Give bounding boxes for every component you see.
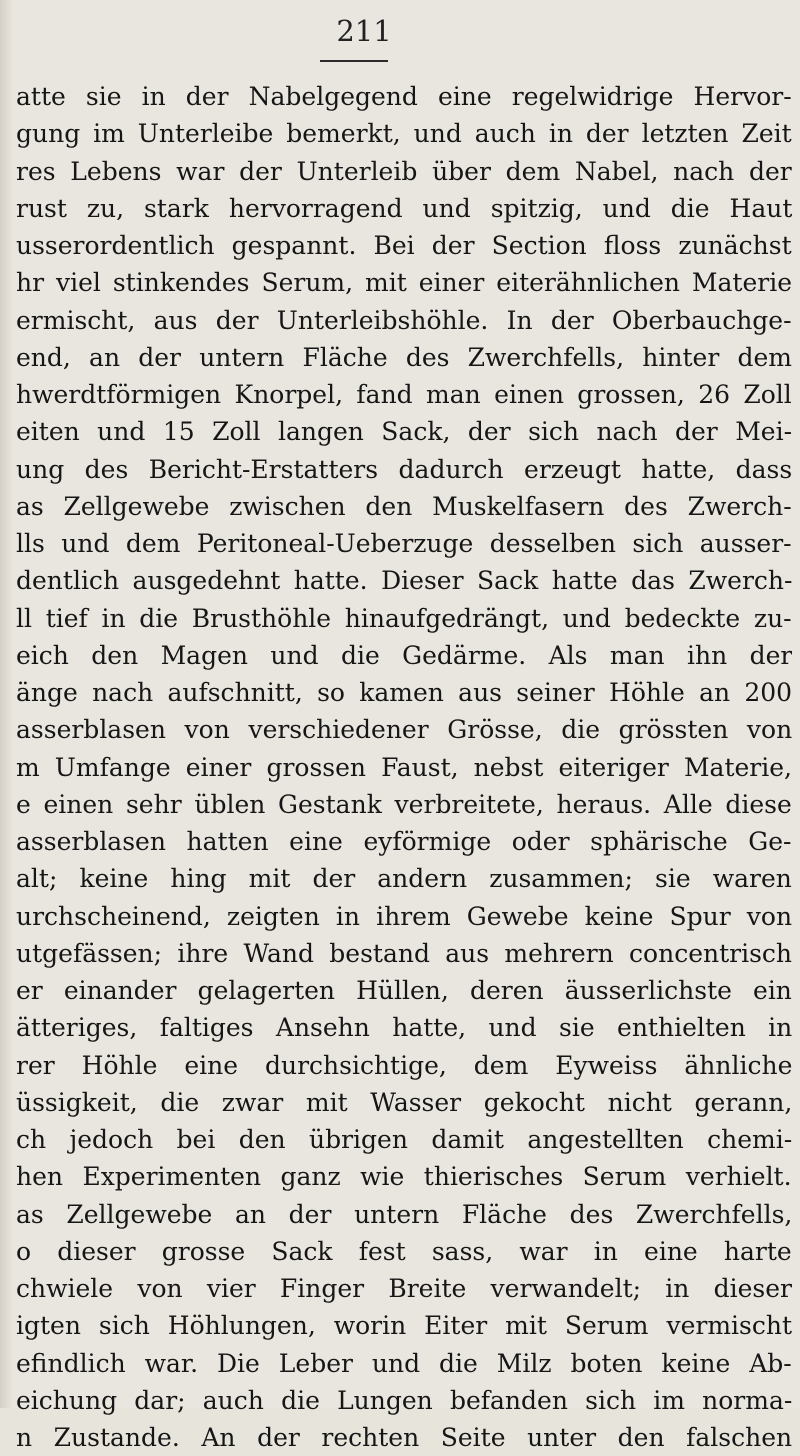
text-line: end, an der untern Fläche des Zwerchfells, hinter dem <box>16 342 792 372</box>
text-line: chwiele von vier Finger Breite verwandelt; in dieser <box>16 1274 792 1303</box>
text-line: lls und dem Peritoneal-Ueberzuge desselben sich ausser- <box>16 529 792 558</box>
text-line: ung des Bericht-Erstatters dadurch erzeugt hatte, dass <box>16 454 792 484</box>
text-line: m Umfange einer grossen Faust, nebst eiteriger Materie, <box>16 752 792 782</box>
text-line: e einen sehr üblen Gestank verbreitete, heraus. Alle diese <box>16 789 792 819</box>
text-line: atte sie in der Nabelgegend eine regelwidrige Hervor- <box>16 82 792 111</box>
text-line: asserblasen von verschiedener Grösse, die grössten von <box>16 715 792 745</box>
text-line: eich den Magen und die Gedärme. Als man ihn der <box>16 640 792 670</box>
text-line: üssigkeit, die zwar mit Wasser gekocht nicht gerann, <box>16 1087 792 1117</box>
text-line: as Zellgewebe an der untern Fläche des Zwerchfells, <box>16 1199 792 1229</box>
text-line: hen Experimenten ganz wie thierisches Serum verhielt. <box>16 1162 792 1192</box>
text-line: usserordentlich gespannt. Bei der Section floss zunächst <box>16 231 792 260</box>
text-line: res Lebens war der Unterleib über dem Nabel, nach der <box>16 156 792 186</box>
text-line: ch jedoch bei den übrigen damit angestellten chemi- <box>16 1125 792 1154</box>
header-rule <box>320 60 388 62</box>
text-line: rer Höhle eine durchsichtige, dem Eyweiss ähnliche <box>16 1050 792 1080</box>
text-line: o dieser grosse Sack fest sass, war in eine harte <box>16 1236 792 1266</box>
text-line: dentlich ausgedehnt hatte. Dieser Sack hatte das Zwerch- <box>16 566 792 596</box>
text-line: änge nach aufschnitt, so kamen aus seiner Höhle an 200 <box>16 678 792 707</box>
text-line: efindlich war. Die Leber und die Milz boten keine Ab- <box>16 1348 792 1378</box>
body-text <box>16 78 792 1456</box>
text-line: er einander gelagerten Hüllen, deren äusserlichste ein <box>16 976 792 1005</box>
text-line: hr viel stinkendes Serum, mit einer eiterähnlichen Materie <box>16 268 792 298</box>
text-line: ätteriges, faltiges Ansehn hatte, und sie enthielten in <box>16 1013 792 1043</box>
text-line: ll tief in die Brusthöhle hinaufgedrängt, und bedeckte zu- <box>16 603 792 633</box>
text-line: as Zellgewebe zwischen den Muskelfasern des Zwerch- <box>16 491 792 521</box>
text-line: eichung dar; auch die Lungen befanden sich im norma- <box>16 1385 792 1415</box>
text-line: n Zustande. An der rechten Seite unter den falschen <box>16 1423 792 1452</box>
text-line: rust zu, stark hervorragend und spitzig, und die Haut <box>16 193 792 223</box>
text-line: utgefässen; ihre Wand bestand aus mehrern concentrisch <box>16 938 792 968</box>
text-line: eiten und 15 Zoll langen Sack, der sich nach der Mei- <box>16 417 792 447</box>
text-line: asserblasen hatten eine eyförmige oder sphärische Ge- <box>16 827 792 856</box>
text-line: gung im Unterleibe bemerkt, und auch in der letzten Zeit <box>16 119 792 149</box>
text-line: urchscheinend, zeigten in ihrem Gewebe keine Spur von <box>16 901 792 931</box>
text-line: hwerdtförmigen Knorpel, fand man einen grossen, 26 Zoll <box>16 380 792 409</box>
text-line: alt; keine hing mit der andern zusammen; sie waren <box>16 864 792 894</box>
page-number: 211 <box>336 14 392 48</box>
binding-shadow <box>0 0 14 1408</box>
text-line: igten sich Höhlungen, worin Eiter mit Serum vermischt <box>16 1311 792 1341</box>
text-line: ermischt, aus der Unterleibshöhle. In der Oberbauchge- <box>16 305 792 335</box>
